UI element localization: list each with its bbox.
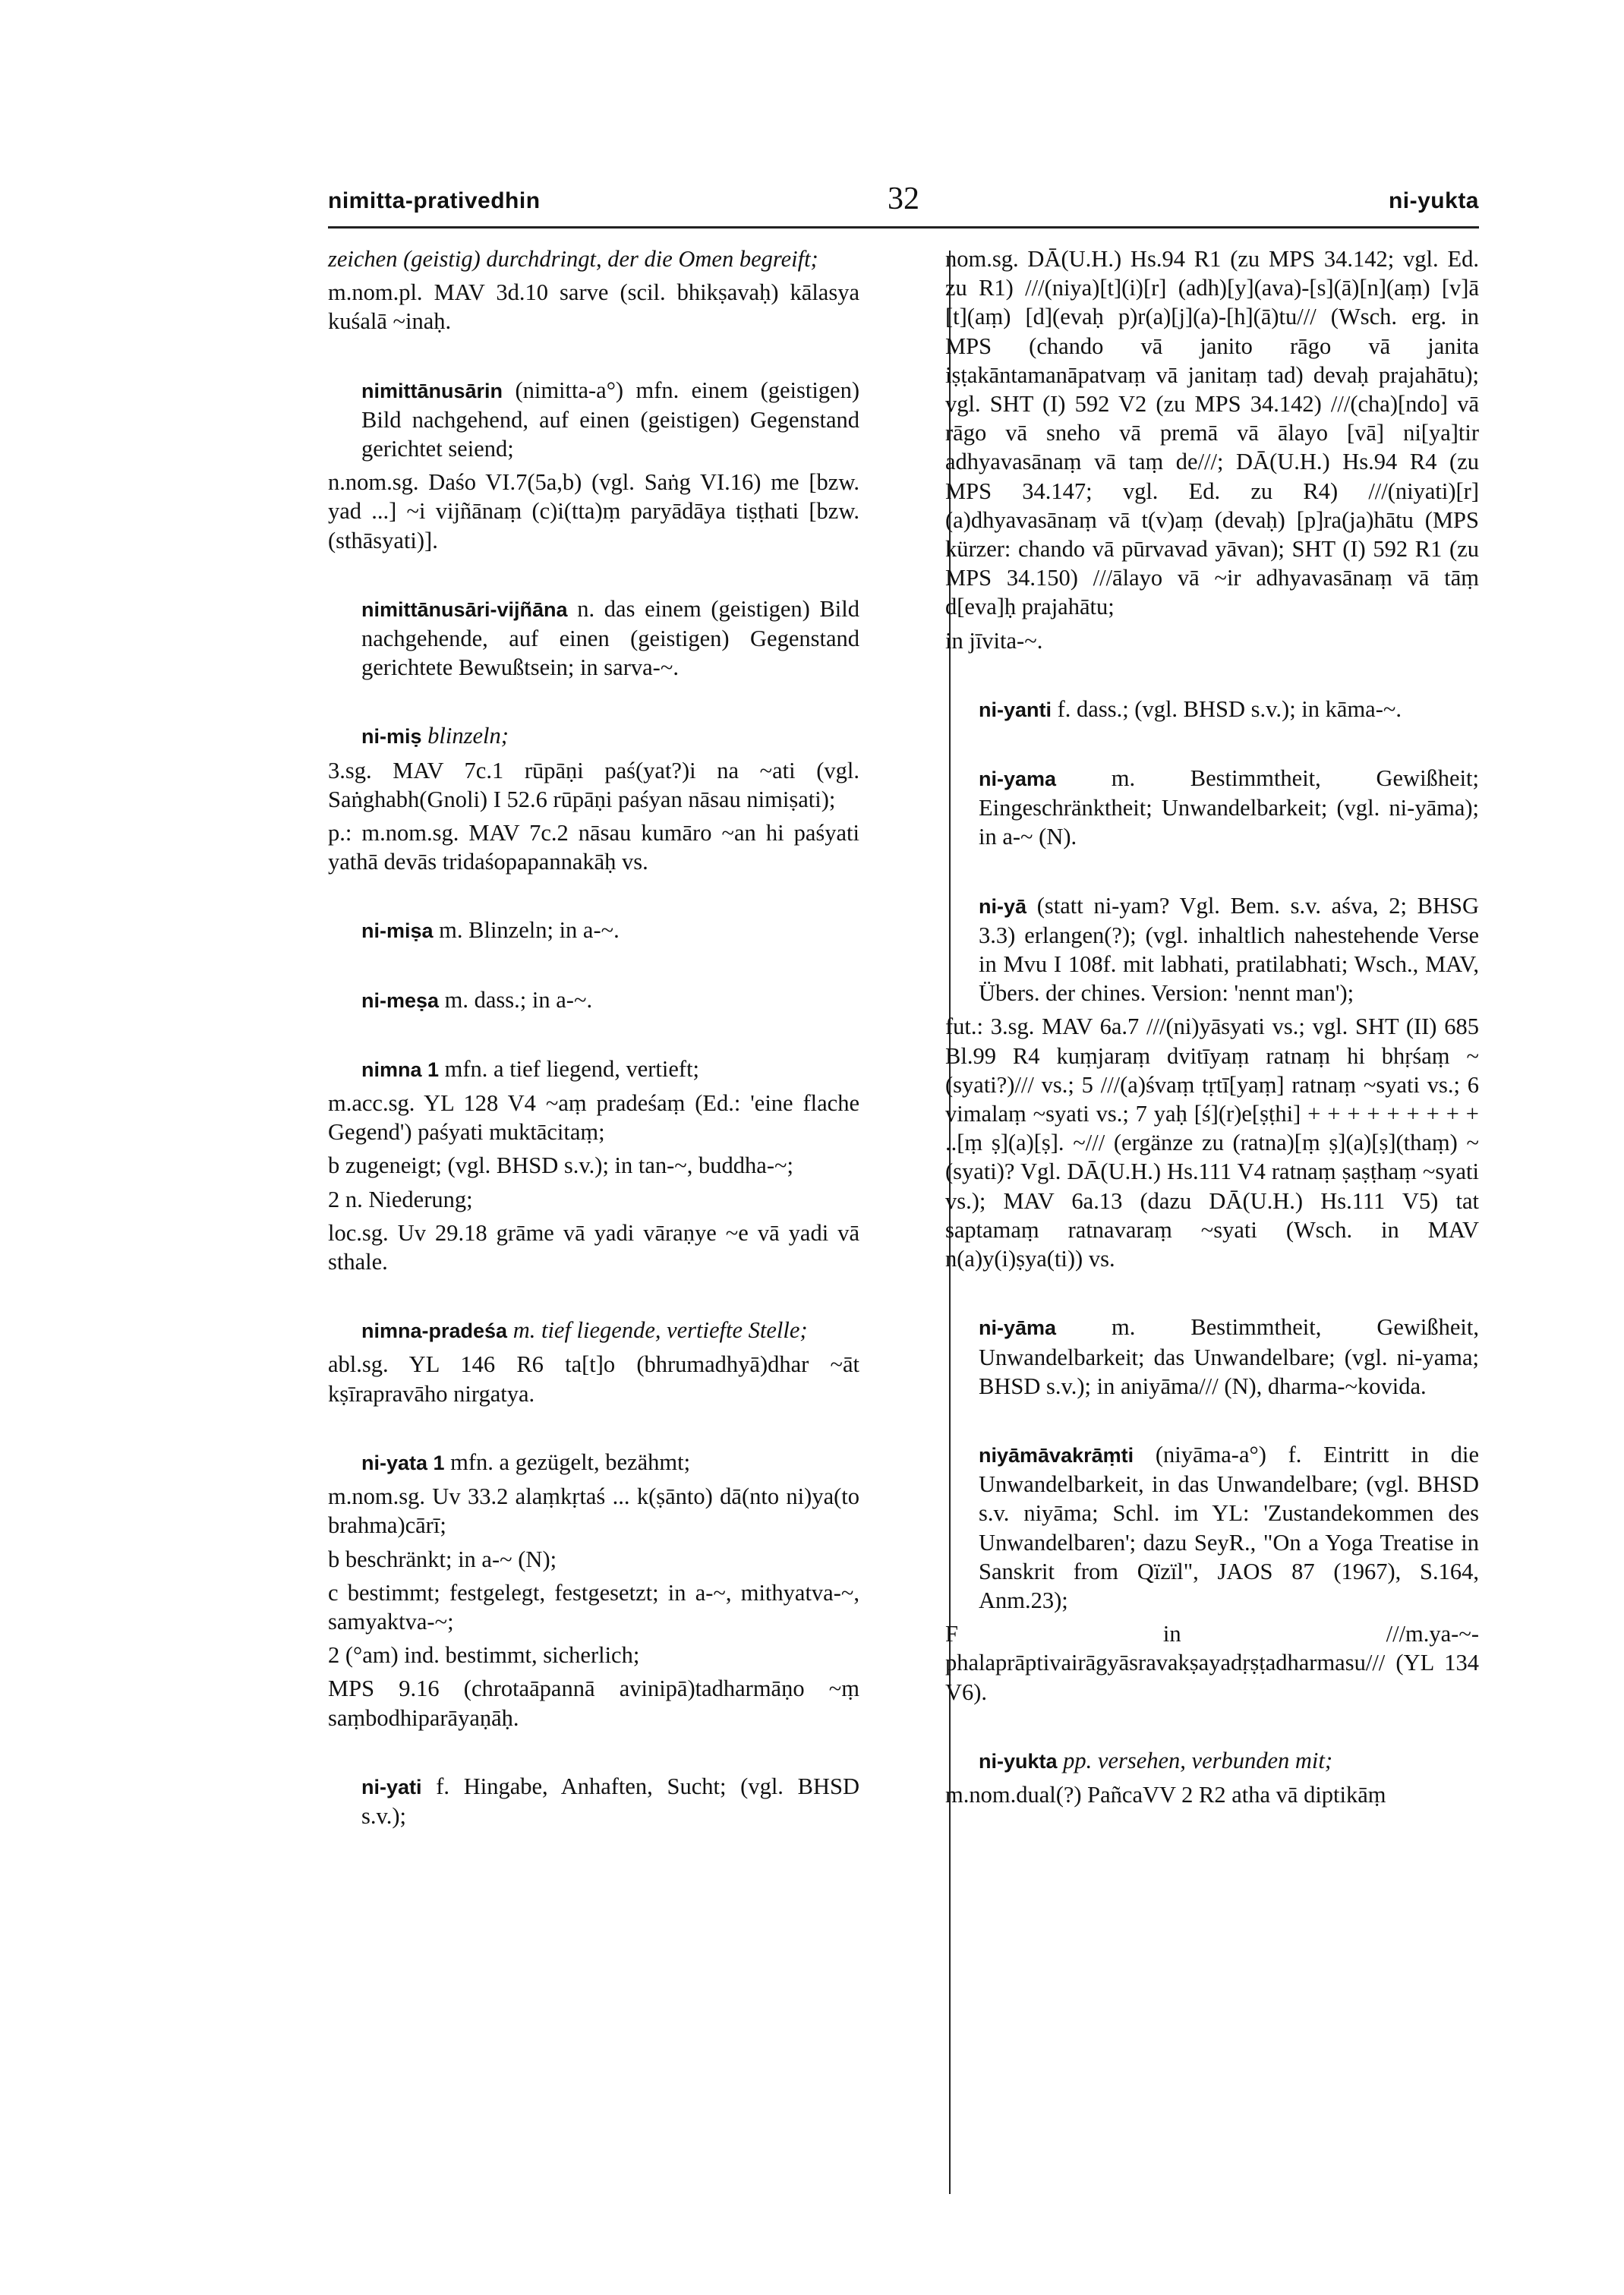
headword: nimittānusārin (361, 379, 503, 402)
entry-text: b zugeneigt; (vgl. BHSD s.v.); in tan-~, buddha-~; (328, 1152, 793, 1179)
entry-text: F in ///m.ya-~-phalaprāptivairāgyāsravakṣayadṛṣṭadharmasu/// (YL 134 V6). (945, 1621, 1479, 1705)
headword: ni-yata 1 (361, 1451, 445, 1474)
headword: ni-meṣa (361, 988, 440, 1012)
entry-ni-yata (328, 1448, 859, 1732)
entry-text: loc.sg. Uv 29.18 grāme vā yadi vāraṇye ~e vā yadi vā sthale. (328, 1219, 859, 1275)
entry-text: c bestimmt; festgelegt, festgesetzt; in a-~, mithyatva-~, samyaktva-~; (328, 1579, 859, 1635)
entry-text: fut.: 3.sg. MAV 6a.7 ///(ni)yāsyati vs.; vgl. SHT (II) 685 Bl.99 R4 kuṃjaraṃ dvitīyaṃ ratnaṃ hi bhṛśaṃ ~(syati?)/// vs.; 5 ///(a)śvaṃ tṛtī[yaṃ] ratnaṃ ~syati vs.; 6 vimalaṃ ~syati vs.; 7 yaḥ [ś](r)e[ṣṭhi] + + + + + + + + + ..[ṃ ṣ](a)[ṣ]. ~/// (ergänze zu (ratna)[ṃ ṣ](a)[ṣ](thaṃ) ~(syati)? Vgl. DĀ(U.H.) Hs.111 V4 ratnaṃ ṣaṣṭhaṃ ~syati vs.); MAV 6a.13 (dazu DĀ(U.H.) Hs.111 V5) tat saptamaṃ ratnavaraṃ ~syati (Wsch. in MAV n(a)y(i)ṣya(ti)) vs. (945, 1014, 1479, 1272)
entry-ni-yama-2 (945, 1313, 1479, 1401)
entry-niyamavakramti (945, 1440, 1479, 1707)
headword: nimittānusāri-vijñāna (361, 597, 568, 621)
entry-ni-ya (945, 891, 1479, 1274)
headword: niyāmāvakrāṃti (979, 1443, 1134, 1467)
entry-text: m. Bestimmtheit, Gewißheit, Unwandelbarkeit; das Unwandelbare; (vgl. ni-yama; BHSD s.v.); in aniyāma/// (N), dharma-~kovida. (979, 1314, 1479, 1399)
headword: ni-yati (361, 1775, 422, 1798)
entry-ni-yanti (945, 695, 1479, 724)
entry-text: (niyāma-a°) f. Eintritt in die Unwandelbarkeit, in das Unwandelbare; (vgl. BHSD s.v. niyāma; Schl. im YL: 'Zustandekommen des Unwandelbaren'; dazu SeyR., "On a Yoga Treatise in Sanskrit from Qïzïl", JAOS 87 (1967), S.164, Anm.23); (979, 1441, 1480, 1613)
headword: ni-yanti (979, 698, 1052, 721)
running-head-right: ni-yukta (1388, 188, 1479, 213)
headword: ni-miṣa (361, 919, 434, 943)
entry-ni-misa (328, 916, 859, 945)
entry-text: f. dass.; (vgl. BHSD s.v.); in kāma-~. (1057, 695, 1402, 722)
entry-text: zeichen (geistig) durchdringt, der die Omen begreift; (328, 246, 818, 272)
entry-ni-yukta (945, 1746, 1479, 1809)
entry-nimittanusari-vijnana (328, 594, 859, 683)
entry-text: b beschränkt; in a-~ (N); (328, 1546, 557, 1572)
headword: ni-miṣ (361, 725, 422, 749)
running-head (328, 181, 1479, 226)
headword: ni-yukta (979, 1749, 1058, 1773)
running-head-left: nimitta-prativedhin (328, 188, 541, 213)
entry-ni-mesa (328, 985, 859, 1015)
headword: ni-yā (979, 894, 1027, 918)
entry-ni-yama (945, 764, 1479, 852)
entry-ni-mis (328, 721, 859, 876)
entry-text: mfn. a tief liegend, vertieft; (444, 1055, 700, 1082)
entry-continuation-right (945, 244, 1479, 655)
entry-text: 3.sg. MAV 7c.1 rūpāṇi paś(yat?)i na ~ati (vgl. Saṅghabh(Gnoli) I 52.6 rūpāṇi paśyan nāsau nimiṣati); (328, 757, 859, 812)
entry-text: m. tief liegende, vertiefte Stelle; (512, 1317, 808, 1344)
entry-text: blinzeln; (427, 723, 509, 749)
entry-text: f. Hingabe, Anhaften, Sucht; (vgl. BHSD s.v.); (361, 1773, 860, 1829)
entry-text: p.: m.nom.sg. MAV 7c.2 nāsau kumāro ~an hi paśyati yathā devās tridaśopapannakāḥ vs. (328, 820, 859, 875)
entry-text: abl.sg. YL 146 R6 ta[t]o (bhrumadhyā)dhar ~āt kṣīrapravāho nirgatya. (328, 1351, 859, 1407)
entry-text: m.nom.sg. Uv 33.2 alaṃkṛtaś ... k(ṣānto) dā(nto ni)ya(to brahma)cārī; (328, 1483, 859, 1539)
entry-nimna-pradesa (328, 1316, 859, 1408)
headword: nimna-pradeśa (361, 1319, 508, 1343)
headword: ni-yama (979, 768, 1057, 791)
entry-text: nom.sg. DĀ(U.H.) Hs.94 R1 (zu MPS 34.142; vgl. Ed. zu R1) ///(niya)[t](i)[r] (adh)[y](ava)-[s](ā)[n](aṃ) [v]ā [t](aṃ) [d](evaḥ p)r(a)[j](a)-[h](ā)tu/// (Wsch. erg. in MPS (chando vā janito rāgo vā janita iṣṭakāntamanāpatvaṃ vā janitaṃ tad) devaḥ prajahātu); vgl. SHT (I) 592 V2 (zu MPS 34.142) ///(cha)[ndo] vā rāgo vā sneho vā premā vā ālayo [vā] ni[ya]tir adhyavasānaṃ vā taṃ de///; DĀ(U.H.) Hs.94 R4 (zu MPS 34.147; vgl. Ed. zu R4) ///(niyati)[r] (a)dhyavasānaṃ vā t(v)aṃ (devaḥ) [p]ra(ja)hātu (MPS kürzer: chando vā pūrvavad yāvan); SHT (I) 592 R1 (zu MPS 34.150) ///ālayo vā ~ir adhyavasānaṃ vā tāṃ d[eva]ḥ prajahātu; (945, 246, 1479, 620)
entry-nimittanusarin (328, 376, 859, 555)
entry-text: n.nom.sg. Daśo VI.7(5a,b) (vgl. Saṅg VI.16) me [bzw. yad ...] ~i vijñānaṃ (c)i(tta)ṃ paryādāya tiṣṭhati [bzw. (sthāsyati)]. (328, 469, 859, 553)
entry-text: m.acc.sg. YL 128 V4 ~aṃ pradeśaṃ (Ed.: 'eine flache Gegend') paśyati muktācitaṃ; (328, 1090, 859, 1146)
entry-text: mfn. a gezügelt, bezähmt; (450, 1449, 691, 1475)
entry-text: m. Blinzeln; in a-~. (439, 917, 620, 944)
entry-text: in jīvita-~. (945, 627, 1043, 654)
entry-text: 2 n. Niederung; (328, 1186, 473, 1212)
entry-text: pp. versehen, verbunden mit; (1063, 1747, 1333, 1773)
entry-nimna (328, 1055, 859, 1276)
entry-text: m.nom.dual(?) PañcaVV 2 R2 atha vā diptikāṃ (945, 1781, 1386, 1808)
entry-text: MPS 9.16 (chrotaāpannā avinipā)tadharmāṇo ~ṃ saṃbodhiparāyaṇāḥ. (328, 1676, 859, 1731)
headword: nimna 1 (361, 1058, 440, 1081)
entry-text: 2 (°am) ind. bestimmt, sicherlich; (328, 1642, 640, 1669)
left-column (328, 244, 859, 1870)
entry-text: m. dass.; in a-~. (444, 986, 593, 1013)
page-number: 32 (888, 181, 919, 216)
entry-text: m.nom.pl. MAV 3d.10 sarve (scil. bhikṣavaḥ) kālasya kuśalā ~inaḥ. (328, 279, 859, 335)
header-rule (328, 226, 1479, 229)
entry-text: (statt ni-yam? Vgl. Bem. s.v. aśva, 2; BHSG 3.3) erlangen(?); (vgl. inhaltlich nahestehende Verse in Mvu I 108f. mit labhati, pratilabhati; Wsch., MAV, Übers. der chines. Version: 'nennt man'); (979, 892, 1479, 1007)
entry-text: n. das einem (geistigen) Bild nachgehende, auf einen (geistigen) Gegenstand gerichtete Bewußtsein; in sarva-~. (361, 595, 859, 681)
entry-text: (nimitta-a°) mfn. einem (geistigen) Bild nachgehend, auf einen (geistigen) Gegenstand gerichtet seiend; (361, 377, 860, 462)
entry-text: m. Bestimmtheit, Gewißheit; Eingeschränktheit; Unwandelbarkeit; (vgl. ni-yāma); in a-~ (N). (979, 765, 1479, 850)
entry-ni-yati (328, 1772, 859, 1830)
right-column (945, 244, 1479, 1849)
entry-continuation (328, 244, 859, 336)
headword: ni-yāma (979, 1316, 1057, 1340)
